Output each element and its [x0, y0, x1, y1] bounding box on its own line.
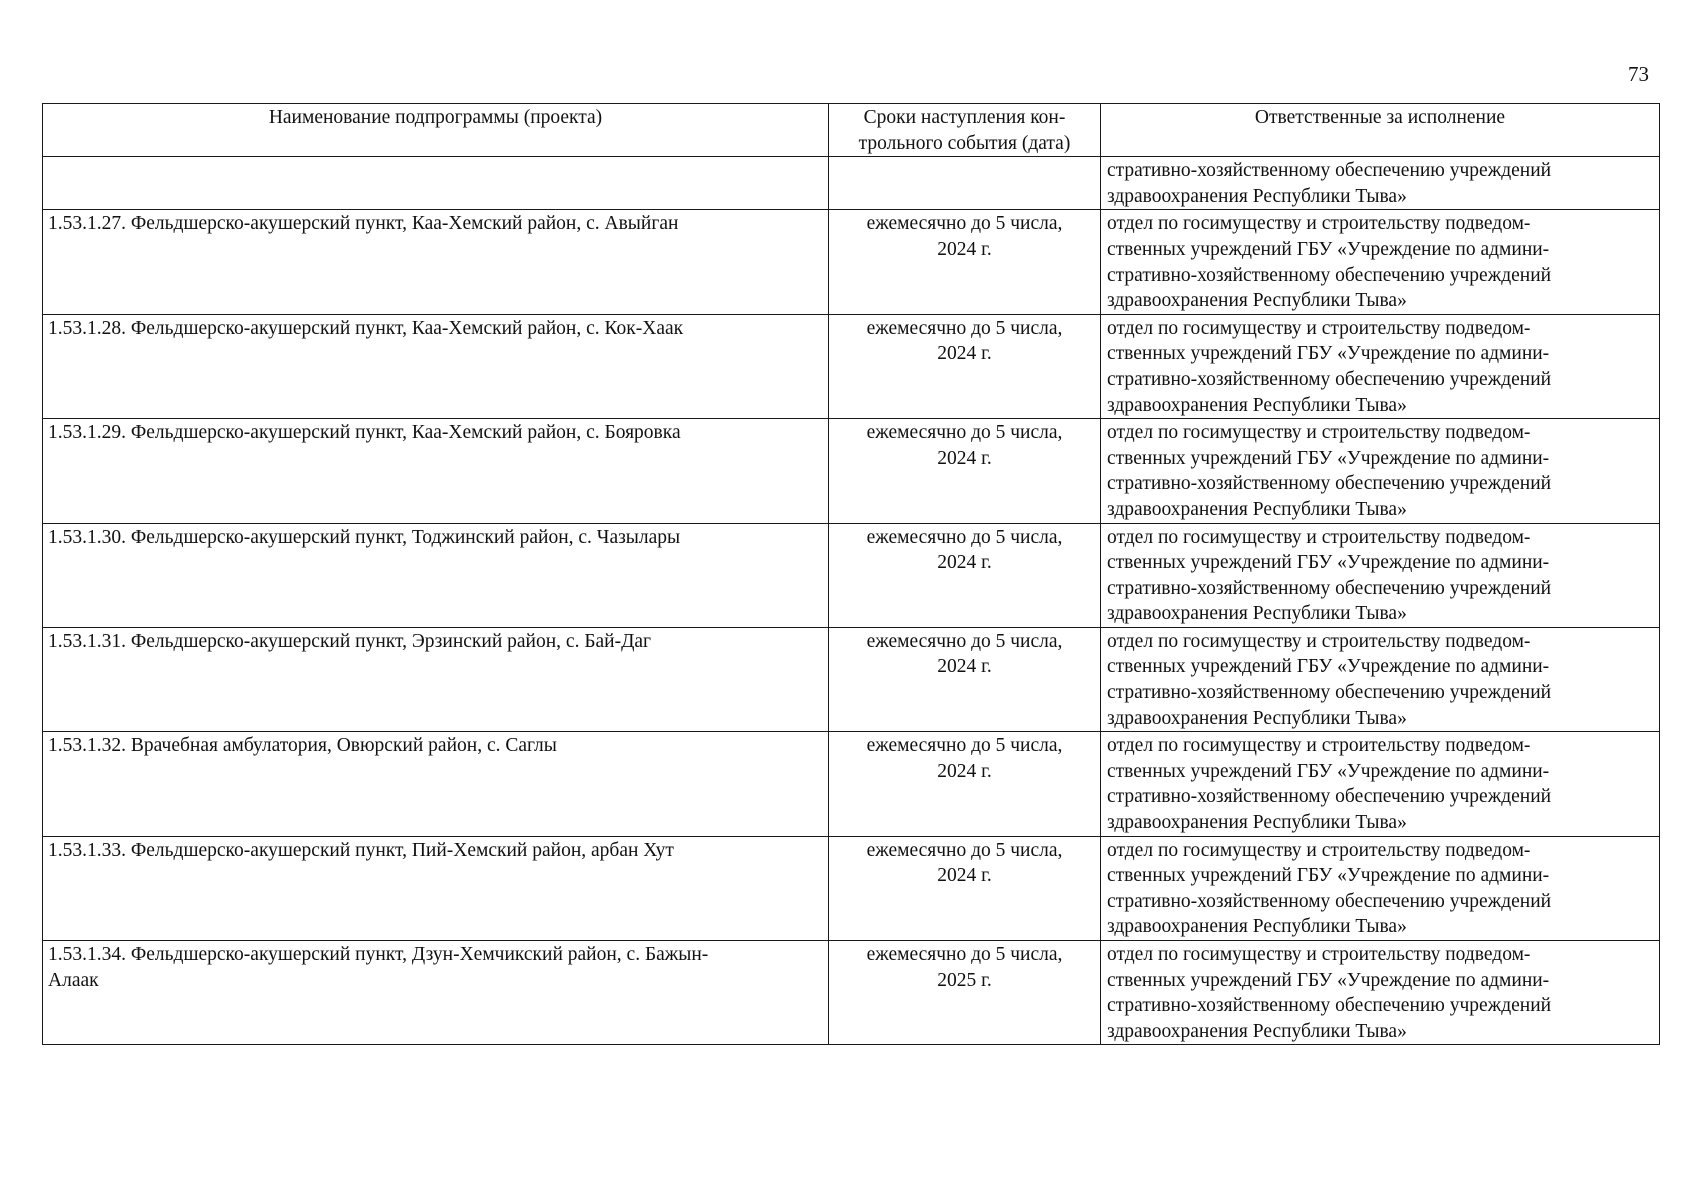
- text-line: 2025 г.: [937, 969, 992, 991]
- cell-control-date: [829, 627, 1101, 731]
- cell-subprogram-name: [43, 157, 829, 210]
- text-line: отдел по госимуществу и строительству подведом-: [1107, 422, 1531, 444]
- text-line: 1.53.1.32. Врачебная амбулатория, Овюрский район, с. Саглы: [48, 735, 557, 757]
- text-line: здравоохранения Республики Тыва»: [1107, 916, 1407, 938]
- text-line: трольного события (дата): [858, 132, 1071, 154]
- cell-subprogram-name: [43, 941, 829, 1045]
- text-line: здравоохранения Республики Тыва»: [1107, 603, 1407, 625]
- text-line: 2024 г.: [937, 447, 992, 469]
- text-line: ственных учреждений ГБУ «Учреждение по админи-: [1107, 656, 1550, 678]
- cell-control-date: [829, 314, 1101, 418]
- text-line: 2024 г.: [937, 865, 992, 887]
- text-line: здравоохранения Республики Тыва»: [1107, 498, 1407, 520]
- text-line: ежемесячно до 5 числа,: [866, 735, 1063, 757]
- table-row: [43, 419, 1660, 523]
- cell-subprogram-name: [43, 627, 829, 731]
- cell-control-date: [829, 523, 1101, 627]
- text-line: стративно-хозяйственному обеспечению учреждений: [1107, 995, 1552, 1017]
- text-line: стративно-хозяйственному обеспечению учреждений: [1107, 368, 1552, 390]
- cell-responsible: [1101, 157, 1660, 210]
- text-line: 1.53.1.33. Фельдшерско-акушерский пункт, Пий-Хемский район, арбан Хут: [48, 839, 674, 861]
- text-line: 1.53.1.28. Фельдшерско-акушерский пункт, Каа-Хемский район, с. Кок-Хаак: [48, 317, 684, 339]
- cell-control-date: [829, 732, 1101, 836]
- table-row: [43, 836, 1660, 940]
- cell-control-date: [829, 941, 1101, 1045]
- text-line: Наименование подпрограммы (проекта): [268, 107, 603, 128]
- cell-subprogram-name: [43, 210, 829, 314]
- text-line: отдел по госимуществу и строительству подведом-: [1107, 839, 1531, 861]
- cell-subprogram-name: [43, 523, 829, 627]
- cell-subprogram-name: [43, 836, 829, 940]
- text-line: стративно-хозяйственному обеспечению учреждений: [1107, 890, 1552, 912]
- text-line: отдел по госимуществу и строительству подведом-: [1107, 213, 1531, 235]
- text-line: отдел по госимуществу и строительству подведом-: [1107, 735, 1531, 757]
- table-body: [43, 157, 1660, 1045]
- cell-control-date: [829, 210, 1101, 314]
- text-line: 2024 г.: [937, 343, 992, 365]
- cell-responsible: [1101, 314, 1660, 418]
- text-line: ежемесячно до 5 числа,: [866, 213, 1063, 235]
- table-row-continuation: [43, 157, 1660, 210]
- cell-subprogram-name: [43, 314, 829, 418]
- header-subprogram-name: [43, 104, 829, 157]
- cell-subprogram-name: [43, 732, 829, 836]
- text-line: ственных учреждений ГБУ «Учреждение по админи-: [1107, 552, 1550, 574]
- header-control-date: [829, 104, 1101, 157]
- text-line: 1.53.1.27. Фельдшерско-акушерский пункт, Каа-Хемский район, с. Авыйган: [48, 213, 679, 235]
- text-line: Ответственные за исполнение: [1254, 107, 1506, 128]
- table-row: [43, 941, 1660, 1045]
- text-line: ственных учреждений ГБУ «Учреждение по админи-: [1107, 238, 1550, 260]
- text-line: ежемесячно до 5 числа,: [866, 317, 1063, 339]
- text-line: 1.53.1.31. Фельдшерско-акушерский пункт, Эрзинский район, с. Бай-Даг: [48, 630, 652, 652]
- text-line: стративно-хозяйственному обеспечению учреждений: [1107, 473, 1552, 495]
- text-line: Сроки наступления кон-: [863, 107, 1066, 128]
- text-line: 2024 г.: [937, 760, 992, 782]
- cell-subprogram-name: [43, 419, 829, 523]
- text-line: ственных учреждений ГБУ «Учреждение по админи-: [1107, 865, 1550, 887]
- cell-control-date: [829, 157, 1101, 210]
- cell-responsible: [1101, 836, 1660, 940]
- text-line: здравоохранения Республики Тыва»: [1107, 812, 1407, 834]
- table-row: [43, 314, 1660, 418]
- text-line: 1.53.1.34. Фельдшерско-акушерский пункт, Дзун-Хемчикский район, с. Бажын-: [48, 944, 709, 965]
- cell-responsible: [1101, 627, 1660, 731]
- text-line: здравоохранения Республики Тыва»: [1107, 1020, 1407, 1042]
- cell-responsible: [1101, 941, 1660, 1045]
- text-line: ежемесячно до 5 числа,: [866, 839, 1063, 861]
- cell-responsible: [1101, 732, 1660, 836]
- text-line: стративно-хозяйственному обеспечению учреждений: [1107, 682, 1552, 704]
- table-row: [43, 523, 1660, 627]
- table-row: [43, 732, 1660, 836]
- text-line: стративно-хозяйственному обеспечению учреждений: [1107, 577, 1552, 599]
- table-row: [43, 210, 1660, 314]
- text-line: 1.53.1.29. Фельдшерско-акушерский пункт, Каа-Хемский район, с. Бояровка: [48, 422, 681, 444]
- text-line: здравоохранения Республики Тыва»: [1107, 185, 1407, 207]
- text-line: стративно-хозяйственному обеспечению учреждений: [1107, 160, 1552, 182]
- text-line: ежемесячно до 5 числа,: [866, 944, 1063, 965]
- text-line: отдел по госимуществу и строительству подведом-: [1107, 944, 1531, 965]
- text-line: Алаак: [48, 969, 99, 991]
- cell-responsible: [1101, 210, 1660, 314]
- text-line: ственных учреждений ГБУ «Учреждение по админи-: [1107, 760, 1550, 782]
- text-line: ежемесячно до 5 числа,: [866, 630, 1063, 652]
- text-line: здравоохранения Республики Тыва»: [1107, 707, 1407, 729]
- text-line: стративно-хозяйственному обеспечению учреждений: [1107, 786, 1552, 808]
- text-line: ственных учреждений ГБУ «Учреждение по админи-: [1107, 343, 1550, 365]
- text-line: отдел по госимуществу и строительству подведом-: [1107, 630, 1531, 652]
- page-number: 73: [1628, 62, 1649, 86]
- text-line: ственных учреждений ГБУ «Учреждение по админи-: [1107, 447, 1550, 469]
- header-row: [43, 104, 1660, 157]
- text-line: 2024 г.: [937, 656, 992, 678]
- text-line: здравоохранения Республики Тыва»: [1107, 290, 1407, 312]
- header-responsible: [1101, 104, 1660, 157]
- text-line: ежемесячно до 5 числа,: [866, 526, 1063, 548]
- text-line: отдел по госимуществу и строительству подведом-: [1107, 526, 1531, 548]
- text-line: отдел по госимуществу и строительству подведом-: [1107, 317, 1531, 339]
- text-line: 2024 г.: [937, 552, 992, 574]
- text-line: стративно-хозяйственному обеспечению учреждений: [1107, 264, 1552, 286]
- text-line: здравоохранения Республики Тыва»: [1107, 394, 1407, 416]
- control-events-table: [42, 103, 1660, 1045]
- text-line: ежемесячно до 5 числа,: [866, 422, 1063, 444]
- cell-control-date: [829, 419, 1101, 523]
- text-line: 1.53.1.30. Фельдшерско-акушерский пункт, Тоджинский район, с. Чазылары: [48, 526, 681, 548]
- table-header: [43, 104, 1660, 157]
- text-line: ственных учреждений ГБУ «Учреждение по админи-: [1107, 969, 1550, 991]
- cell-control-date: [829, 836, 1101, 940]
- cell-responsible: [1101, 523, 1660, 627]
- cell-responsible: [1101, 419, 1660, 523]
- text-line: 2024 г.: [937, 238, 992, 260]
- table-row: [43, 627, 1660, 731]
